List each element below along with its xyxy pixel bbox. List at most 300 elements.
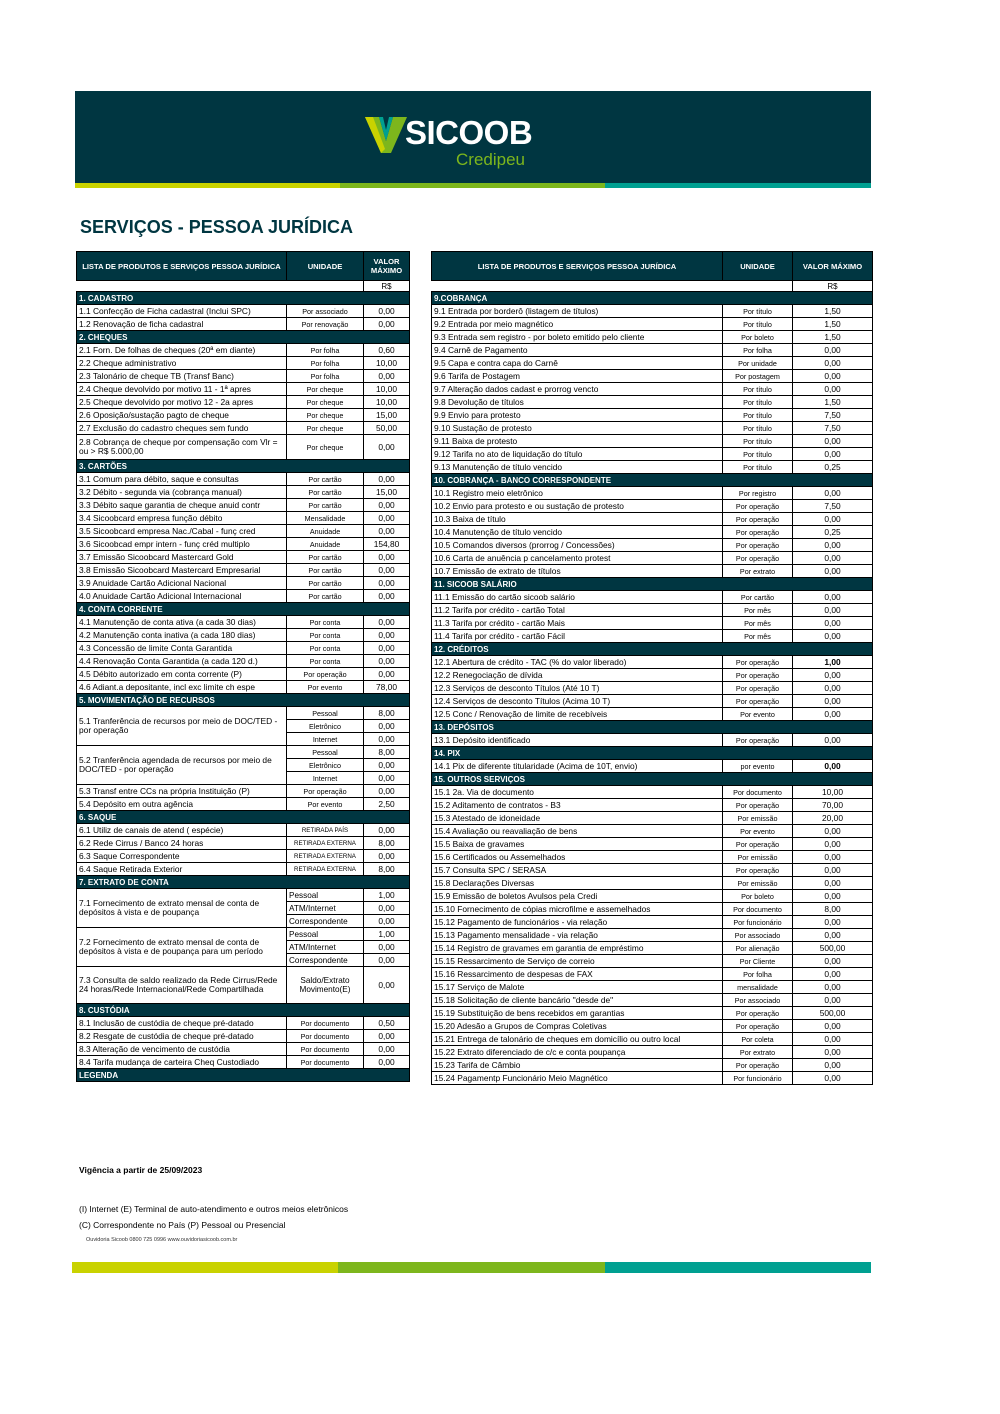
service-value: 0,00 (364, 525, 410, 538)
section-header-row (77, 876, 410, 889)
section-title: 5. MOVIMENTAÇÃO DE RECURSOS (77, 694, 410, 707)
service-value: 0,00 (793, 682, 873, 695)
service-unit: Por emissão (723, 851, 793, 864)
table-row (77, 681, 410, 694)
table-row (432, 656, 873, 669)
table-row (77, 785, 410, 798)
section-header-row (432, 578, 873, 591)
service-description: 9.1 Entrada por borderô (listagem de títulos) (432, 305, 723, 318)
service-value: 0,00 (364, 499, 410, 512)
service-value: 0,00 (364, 850, 410, 863)
service-description: 2.1 Forn. De folhas de cheques (20ª em diante) (77, 344, 287, 357)
service-unit: por evento (723, 760, 793, 773)
service-unit: Por título (723, 435, 793, 448)
service-unit: Por cartão (287, 473, 364, 486)
service-unit: Por folha (287, 370, 364, 383)
section-header-row (432, 773, 873, 786)
section-title: LEGENDA (77, 1069, 410, 1082)
table-row (432, 539, 873, 552)
service-description: 11.3 Tarifa por crédito - cartão Mais (432, 617, 723, 630)
service-description: 14.1 Pix de diferente titularidade (Acima de 10T, envio) (432, 760, 723, 773)
service-value: 0,50 (364, 1017, 410, 1030)
col-header-unit: UNIDADE (723, 252, 793, 281)
currency-spacer (432, 281, 723, 292)
table-row (77, 1056, 410, 1069)
service-description: 15.6 Certificados ou Assemelhados (432, 851, 723, 864)
service-description: 9.7 Alteração dados cadast e prorrog vencto (432, 383, 723, 396)
service-description: 5.1 Tranferência de recursos por meio de DOC/TED - por operação (77, 707, 287, 746)
table-row (77, 344, 410, 357)
service-description: 12.4 Serviços de desconto Títulos (Acima 10 T) (432, 695, 723, 708)
table-row (77, 305, 410, 318)
table-row (77, 798, 410, 811)
service-description: 7.1 Fornecimento de extrato mensal de conta de depósitos à vista e de poupança (77, 889, 287, 928)
section-header-row (432, 721, 873, 734)
table-row (77, 642, 410, 655)
service-description: 6.3 Saque Correspondente (77, 850, 287, 863)
service-description: 15.21 Entrega de talonário de cheques em domicílio ou outro local (432, 1033, 723, 1046)
table-row (432, 604, 873, 617)
section-header-row (432, 474, 873, 487)
table-row (432, 1059, 873, 1072)
service-value: 0,00 (793, 734, 873, 747)
currency-spacer (287, 281, 364, 292)
table-row (432, 422, 873, 435)
service-description: 15.23 Tarifa de Câmbio (432, 1059, 723, 1072)
service-description: 7.2 Fornecimento de extrato mensal de conta de depósitos à vista e de poupança para um período (77, 928, 287, 967)
service-value: 0,00 (793, 877, 873, 890)
top-stripe-mid (340, 183, 605, 188)
service-value: 1,00 (364, 889, 410, 902)
table-row (432, 513, 873, 526)
currency-label: R$ (793, 281, 873, 292)
table-row (432, 682, 873, 695)
section-title: 2. CHEQUES (77, 331, 410, 344)
service-value: 2,50 (364, 798, 410, 811)
service-value: 0,00 (793, 617, 873, 630)
bottom-stripe-green (72, 1262, 338, 1273)
service-description: 1.2 Renovação de ficha cadastral (77, 318, 287, 331)
table-row (432, 591, 873, 604)
service-unit: Pessoal (287, 889, 364, 902)
table-row (432, 864, 873, 877)
table-row (432, 487, 873, 500)
table-row (77, 863, 410, 876)
brand-name: SICOOB (405, 114, 533, 151)
service-description: 15.1 2a. Via de documento (432, 786, 723, 799)
table-row (432, 1007, 873, 1020)
service-value: 0,00 (793, 604, 873, 617)
service-description: 12.3 Serviços de desconto Títulos (Até 10 T) (432, 682, 723, 695)
service-unit: Por cheque (287, 422, 364, 435)
service-unit: Por renovação (287, 318, 364, 331)
section-title: 1. CADASTRO (77, 292, 410, 305)
section-title: 8. CUSTÓDIA (77, 1004, 410, 1017)
service-value: 0,00 (793, 370, 873, 383)
service-value: 0,00 (793, 552, 873, 565)
table-row (432, 695, 873, 708)
service-value: 0,00 (793, 487, 873, 500)
service-value: 0,00 (364, 1043, 410, 1056)
service-description: 4.0 Anuidade Cartão Adicional Internacional (77, 590, 287, 603)
service-value: 0,00 (793, 1033, 873, 1046)
service-value: 0,00 (793, 981, 873, 994)
top-stripe-teal (605, 183, 871, 188)
service-unit: Correspondente (287, 915, 364, 928)
service-unit: Por operação (723, 734, 793, 747)
service-value: 0,00 (364, 642, 410, 655)
table-row (432, 799, 873, 812)
service-description: 9.3 Entrada sem registro - por boleto emitido pelo cliente (432, 331, 723, 344)
service-value: 0,00 (364, 733, 410, 746)
table-row (432, 1020, 873, 1033)
service-unit: Por operação (723, 513, 793, 526)
service-description: 10.4 Manutenção de título vencido (432, 526, 723, 539)
service-unit: Por funcionário (723, 1072, 793, 1085)
service-unit: Por evento (723, 708, 793, 721)
service-description: 3.7 Emissão Sicoobcard Mastercard Gold (77, 551, 287, 564)
service-description: 15.10 Fornecimento de cópias microfilme e assemelhados (432, 903, 723, 916)
table-row (77, 616, 410, 629)
service-unit: Por cartão (287, 499, 364, 512)
service-value: 8,00 (364, 863, 410, 876)
service-unit: Por operação (723, 669, 793, 682)
service-description: 3.1 Comum para débito, saque e consultas (77, 473, 287, 486)
service-unit: Por documento (287, 1056, 364, 1069)
service-value: 0,00 (793, 565, 873, 578)
table-row (77, 499, 410, 512)
service-unit: Por folha (723, 344, 793, 357)
table-row (77, 928, 410, 941)
section-header-row (77, 292, 410, 305)
service-unit: Pessoal (287, 746, 364, 759)
service-unit: Por operação (723, 864, 793, 877)
service-description: 10.2 Envio para protesto e ou sustação de protesto (432, 500, 723, 513)
service-unit: Por associado (723, 929, 793, 942)
service-value: 0,00 (364, 629, 410, 642)
table-row (432, 370, 873, 383)
service-description: 4.2 Manutenção conta inativa (a cada 180 dias) (77, 629, 287, 642)
service-value: 8,00 (364, 837, 410, 850)
service-value: 0,00 (793, 539, 873, 552)
service-unit: Por extrato (723, 565, 793, 578)
service-unit: Correspondente (287, 954, 364, 967)
service-unit: Por operação (723, 1020, 793, 1033)
section-title: 10. COBRANÇA - BANCO CORRESPONDENTE (432, 474, 873, 487)
service-description: 9.8 Devolução de títulos (432, 396, 723, 409)
service-unit: Por cartão (287, 577, 364, 590)
service-value: 0,00 (793, 435, 873, 448)
table-row (77, 357, 410, 370)
service-unit: RETIRADA EXTERNA (287, 850, 364, 863)
service-value: 0,00 (364, 785, 410, 798)
service-value: 0,00 (793, 630, 873, 643)
service-description: 9.10 Sustação de protesto (432, 422, 723, 435)
section-header-row (77, 694, 410, 707)
service-unit: Por Cliente (723, 955, 793, 968)
table-row (432, 903, 873, 916)
service-description: 4.5 Débito autorizado em conta corrente (P) (77, 668, 287, 681)
service-unit: Saldo/Extrato Movimento(E) (287, 967, 364, 1004)
table-row (432, 1046, 873, 1059)
service-description: 3.5 Sicoobcard empresa Nac./Cabal - funç cred (77, 525, 287, 538)
section-title: 11. SICOOB SALÁRIO (432, 578, 873, 591)
currency-spacer (77, 281, 287, 292)
service-unit: Por associado (287, 305, 364, 318)
table-row (432, 344, 873, 357)
service-value: 7,50 (793, 422, 873, 435)
service-description: 15.12 Pagamento de funcionários - via relação (432, 916, 723, 929)
table-row (77, 396, 410, 409)
page-title: SERVIÇOS - PESSOA JURÍDICA (80, 217, 354, 237)
service-unit: Por título (723, 318, 793, 331)
legend-line-2: (C) Correspondente no País (P) Pessoal ou Presencial (79, 1220, 286, 1230)
service-value: 0,00 (793, 955, 873, 968)
service-value: 0,00 (364, 590, 410, 603)
service-description: 15.19 Substituição de bens recebidos em garantias (432, 1007, 723, 1020)
service-unit: Pessoal (287, 928, 364, 941)
table-row (432, 812, 873, 825)
service-description: 15.17 Serviço de Malote (432, 981, 723, 994)
service-value: 0,00 (793, 890, 873, 903)
service-value: 0,25 (793, 526, 873, 539)
service-unit: Por operação (723, 526, 793, 539)
service-description: 2.6 Oposição/sustação pagto de cheque (77, 409, 287, 422)
col-header-value: VALOR MÁXIMO (364, 252, 410, 281)
service-value: 0,00 (793, 968, 873, 981)
service-description: 3.3 Débito saque garantia de cheque anuid contr (77, 499, 287, 512)
service-description: 4.3 Concessão de limite Conta Garantida (77, 642, 287, 655)
service-description: 2.3 Talonário de cheque TB (Transf Banc) (77, 370, 287, 383)
section-title: 7. EXTRATO DE CONTA (77, 876, 410, 889)
service-description: 12.5 Conc / Renovação de limite de recebíveis (432, 708, 723, 721)
section-title: 14. PIX (432, 747, 873, 760)
service-unit: Por boleto (723, 331, 793, 344)
table-row (432, 448, 873, 461)
service-value: 500,00 (793, 1007, 873, 1020)
service-unit: Eletrônico (287, 759, 364, 772)
service-unit: Anuidade (287, 525, 364, 538)
table-row (432, 305, 873, 318)
table-row (432, 851, 873, 864)
service-unit: Por evento (723, 825, 793, 838)
service-unit: Por emissão (723, 812, 793, 825)
service-unit: Por emissão (723, 877, 793, 890)
service-value: 0,00 (364, 616, 410, 629)
service-value: 0,00 (793, 513, 873, 526)
section-header-row (432, 643, 873, 656)
service-unit: Por mês (723, 604, 793, 617)
service-value: 0,00 (793, 591, 873, 604)
table-row (432, 981, 873, 994)
service-value: 0,00 (364, 915, 410, 928)
brand-subname: Credipeu (456, 150, 525, 169)
service-unit: Por operação (723, 500, 793, 513)
table-row (432, 708, 873, 721)
service-value: 0,00 (364, 759, 410, 772)
service-description: 10.3 Baixa de título (432, 513, 723, 526)
service-unit: Por registro (723, 487, 793, 500)
service-description: 12.1 Abertura de crédito - TAC (% do valor liberado) (432, 656, 723, 669)
table-row (77, 512, 410, 525)
table-row (77, 383, 410, 396)
service-unit: Por cartão (723, 591, 793, 604)
service-description: 3.8 Emissão Sicoobcard Mastercard Empresarial (77, 564, 287, 577)
service-value: 50,00 (364, 422, 410, 435)
service-value: 0,00 (364, 668, 410, 681)
col-header-unit: UNIDADE (287, 252, 364, 281)
service-description: 2.2 Cheque administrativo (77, 357, 287, 370)
table-row (432, 916, 873, 929)
table-row (77, 1017, 410, 1030)
service-value: 15,00 (364, 486, 410, 499)
table-row (77, 590, 410, 603)
service-value: 0,00 (364, 318, 410, 331)
service-unit: Por conta (287, 629, 364, 642)
table-row (77, 370, 410, 383)
service-description: 9.9 Envio para protesto (432, 409, 723, 422)
table-row (77, 668, 410, 681)
table-row (77, 473, 410, 486)
service-description: 9.6 Tarifa de Postagem (432, 370, 723, 383)
service-description: 15.8 Declarações Diversas (432, 877, 723, 890)
service-description: 10.5 Comandos diversos (prorrog / Concessões) (432, 539, 723, 552)
service-value: 20,00 (793, 812, 873, 825)
table-row (77, 486, 410, 499)
service-unit: Anuidade (287, 538, 364, 551)
service-value: 0,00 (364, 435, 410, 460)
service-unit: RETIRADA PAÍS (287, 824, 364, 837)
service-value: 0,00 (793, 916, 873, 929)
service-unit: Por cartão (287, 551, 364, 564)
service-unit: Por documento (723, 903, 793, 916)
table-row (77, 525, 410, 538)
service-description: 15.24 Pagamentp Funcionário Meio Magnético (432, 1072, 723, 1085)
service-unit: Por unidade (723, 357, 793, 370)
table-row (432, 760, 873, 773)
service-description: 11.2 Tarifa por crédito - cartão Total (432, 604, 723, 617)
section-header-row (77, 811, 410, 824)
service-value: 8,00 (364, 746, 410, 759)
table-row (77, 435, 410, 460)
section-title: 9.COBRANÇA (432, 292, 873, 305)
service-description: 8.4 Tarifa mudança de carteira Cheq Custodiado (77, 1056, 287, 1069)
table-row (432, 435, 873, 448)
table-row (432, 357, 873, 370)
service-description: 7.3 Consulta de saldo realizado da Rede Cirrus/Rede 24 horas/Rede Internacional/Rede Compartilhada (77, 967, 287, 1004)
service-value: 0,00 (364, 902, 410, 915)
service-unit: Internet (287, 733, 364, 746)
service-description: 15.7 Consulta SPC / SERASA (432, 864, 723, 877)
service-description: 5.3 Transf entre CCs na própria Instituição (P) (77, 785, 287, 798)
service-description: 2.7 Exclusão do cadastro cheques sem fundo (77, 422, 287, 435)
table-row (432, 955, 873, 968)
service-unit: Por evento (287, 798, 364, 811)
service-unit: Por operação (723, 1059, 793, 1072)
section-header-row (77, 331, 410, 344)
service-unit: Por cheque (287, 383, 364, 396)
section-title: 15. OUTROS SERVIÇOS (432, 773, 873, 786)
service-description: 8.1 Inclusão de custódia de cheque pré-datado (77, 1017, 287, 1030)
section-header-row (77, 460, 410, 473)
service-unit: Por coleta (723, 1033, 793, 1046)
service-unit: Por documento (723, 786, 793, 799)
service-description: 2.8 Cobrança de cheque por compensação com Vlr = ou > R$ 5.000,00 (77, 435, 287, 460)
service-unit: Por título (723, 383, 793, 396)
service-description: 10.7 Emissão de extrato de títulos (432, 565, 723, 578)
table-row (432, 890, 873, 903)
service-unit: Por título (723, 396, 793, 409)
service-description: 9.2 Entrada por meio magnético (432, 318, 723, 331)
table-row (432, 929, 873, 942)
service-value: 1,50 (793, 331, 873, 344)
table-row (432, 331, 873, 344)
service-value: 0,00 (793, 838, 873, 851)
service-description: 10.1 Registro meio eletrônico (432, 487, 723, 500)
service-unit: Por extrato (723, 1046, 793, 1059)
service-description: 11.1 Emissão do cartão sicoob salário (432, 591, 723, 604)
table-row (432, 617, 873, 630)
service-value: 0,00 (364, 473, 410, 486)
table-row (432, 734, 873, 747)
service-description: 3.2 Débito - segunda via (cobrança manual) (77, 486, 287, 499)
section-header-row (77, 1004, 410, 1017)
service-description: 15.9 Emissão de boletos Avulsos pela Credi (432, 890, 723, 903)
section-header-row (432, 747, 873, 760)
service-description: 2.4 Cheque devolvido por motivo 11 - 1ª apres (77, 383, 287, 396)
service-value: 0,25 (793, 461, 873, 474)
section-header-row (77, 1069, 410, 1082)
service-unit: Por operação (723, 838, 793, 851)
service-value: 0,00 (364, 655, 410, 668)
ouvidoria-contact: Ouvidoria Sicoob 0800 725 0996 www.ouvidoriasicoob.com.br (86, 1237, 238, 1243)
service-value: 0,00 (364, 564, 410, 577)
service-value: 0,00 (793, 383, 873, 396)
service-value: 0,00 (364, 954, 410, 967)
col-header-services: LISTA DE PRODUTOS E SERVIÇOS PESSOA JURÍDICA (77, 252, 287, 281)
service-value: 1,50 (793, 305, 873, 318)
service-description: 9.11 Baixa de protesto (432, 435, 723, 448)
bottom-stripe-teal (605, 1262, 871, 1273)
service-value: 10,00 (364, 396, 410, 409)
section-header-row (432, 292, 873, 305)
service-description: 4.1 Manutenção de conta ativa (a cada 30 dias) (77, 616, 287, 629)
service-value: 10,00 (364, 383, 410, 396)
service-unit: Por evento (287, 681, 364, 694)
table-row (432, 565, 873, 578)
service-description: 15.4 Avaliação ou reavaliação de bens (432, 825, 723, 838)
legend-line-1: (I) Internet (E) Terminal de auto-atendimento e outros meios eletrônicos (79, 1204, 349, 1214)
service-unit: Eletrônico (287, 720, 364, 733)
table-row (432, 994, 873, 1007)
col-header-services: LISTA DE PRODUTOS E SERVIÇOS PESSOA JURÍDICA (432, 252, 723, 281)
table-row (432, 669, 873, 682)
service-value: 0,00 (793, 825, 873, 838)
service-unit: Por título (723, 448, 793, 461)
service-value: 8,00 (364, 707, 410, 720)
service-unit: Por título (723, 461, 793, 474)
table-row (77, 577, 410, 590)
service-value: 0,00 (364, 305, 410, 318)
service-value: 1,50 (793, 396, 873, 409)
services-table-left (76, 251, 410, 1082)
service-value: 0,00 (793, 994, 873, 1007)
table-row (432, 825, 873, 838)
service-description: 6.2 Rede Cirrus / Banco 24 horas (77, 837, 287, 850)
service-unit: Por título (723, 305, 793, 318)
service-description: 3.6 Sicoobcad empr intern - funç créd multiplo (77, 538, 287, 551)
currency-spacer (723, 281, 793, 292)
